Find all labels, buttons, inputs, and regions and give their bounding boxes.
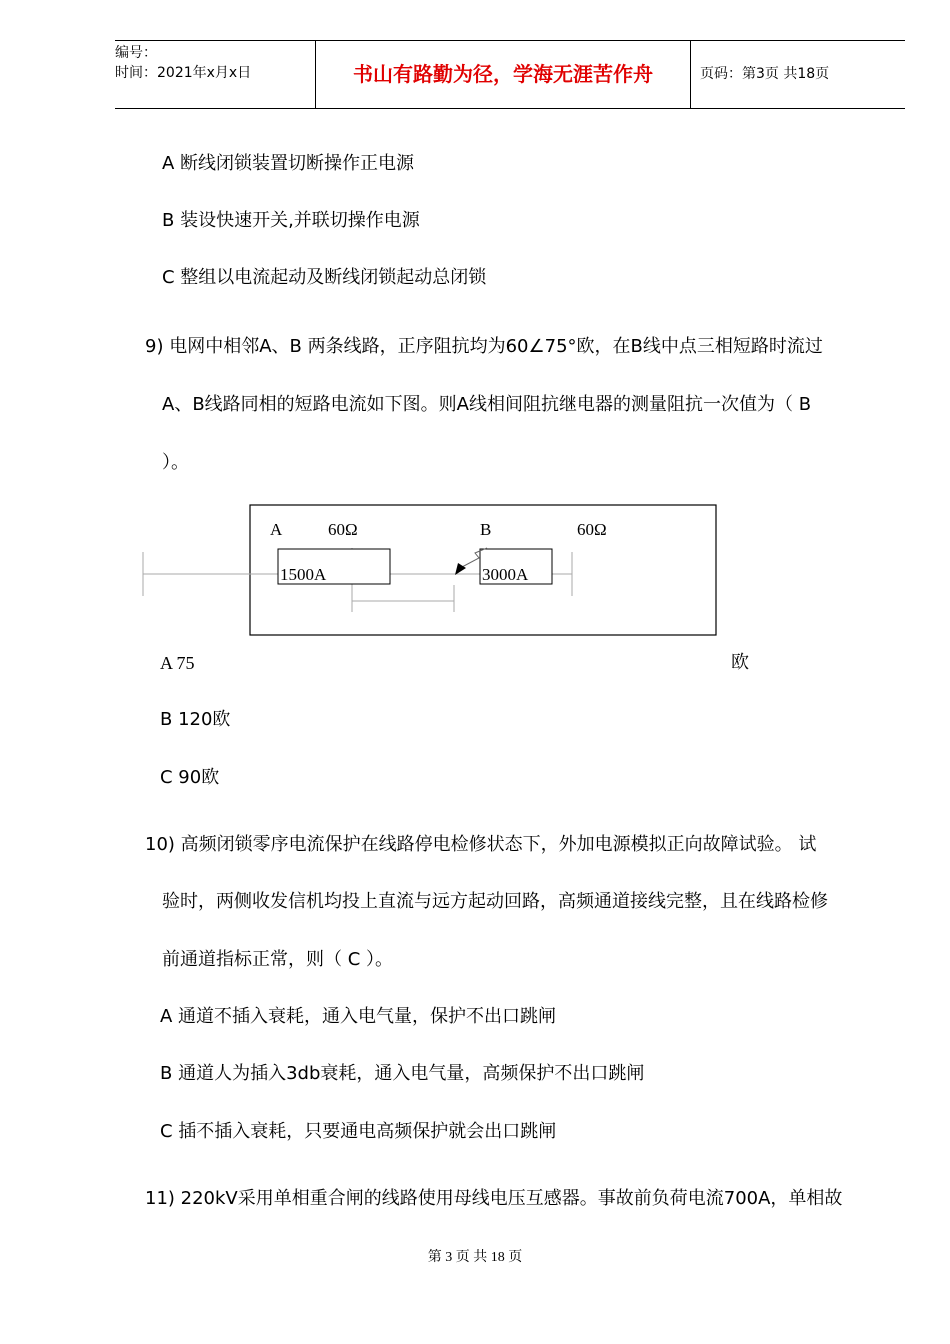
- option-10a: A 通道不插入衰耗，通入电气量，保护不出口跳闸: [160, 1006, 557, 1027]
- option-9a-unit: 欧: [731, 652, 749, 673]
- number-label: 编号：: [115, 45, 157, 61]
- current-b: 3000A: [482, 565, 529, 584]
- option-10b: B 通道人为插入3db衰耗，通入电气量，高频保护不出口跳闸: [160, 1063, 645, 1084]
- question-9-line3: ）。: [162, 452, 189, 473]
- question-11-line1: 11) 220kV采用单相重合闸的线路使用母线电压互感器。事故前负荷电流700A，单相故: [145, 1188, 843, 1209]
- option-10c: C 插不插入衰耗，只要通电高频保护就会出口跳闸: [160, 1121, 557, 1142]
- option-9a: A 75: [160, 653, 195, 673]
- label-a: A: [270, 520, 283, 539]
- fault-arrow: [455, 563, 466, 575]
- question-9-line2: A、B线路同相的短路电流如下图。则A线相间阻抗继电器的测量阻抗一次值为（ B: [162, 394, 812, 415]
- question-10-line2: 验时，两侧收发信机均投上直流与远方起动回路，高频通道接线完整，且在线路检修: [162, 891, 828, 912]
- current-a: 1500A: [280, 565, 327, 584]
- label-b: B: [480, 520, 492, 539]
- header-motto: 书山有路勤为径，学海无涯苦作舟: [315, 41, 691, 108]
- question-10-line1: 10) 高频闭锁零序电流保护在线路停电检修状态下，外加电源模拟正向故障试验。 试: [145, 834, 817, 855]
- time-label: 时间：2021年x月x日: [115, 65, 252, 81]
- option-8a: A 断线闭锁装置切断操作正电源: [162, 153, 415, 174]
- question-9-line1: 9) 电网中相邻A、B 两条线路，正序阻抗均为60∠75°欧，在B线中点三相短路时流过: [145, 336, 823, 357]
- question-10-line3: 前通道指标正常，则（ C ）。: [162, 949, 394, 970]
- imp-b: 60Ω: [577, 520, 607, 539]
- page-label: 页码：第3页 共18页: [700, 66, 830, 82]
- imp-a: 60Ω: [328, 520, 358, 539]
- option-9c: C 90欧: [160, 767, 220, 788]
- option-9b: B 120欧: [160, 709, 231, 730]
- option-8b: B 装设快速开关,并联切操作电源: [162, 210, 420, 231]
- option-8c: C 整组以电流起动及断线闭锁起动总闭锁: [162, 267, 487, 288]
- page-footer: 第 3 页 共 18 页: [427, 1250, 523, 1265]
